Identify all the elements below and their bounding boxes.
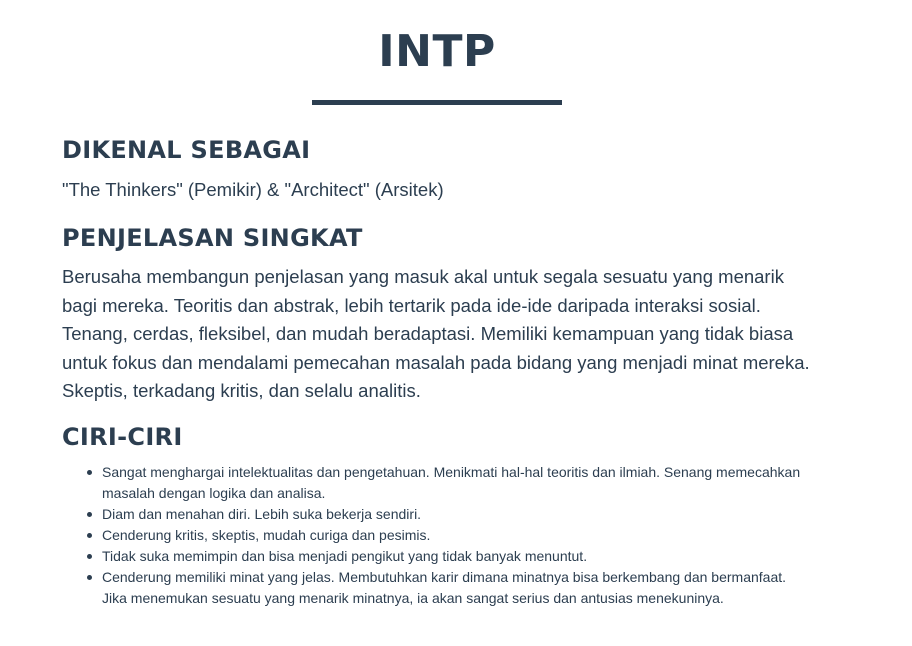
summary-heading: PENJELASAN SINGKAT — [62, 224, 363, 252]
known-as-heading: DIKENAL SEBAGAI — [62, 136, 311, 164]
title-underline — [312, 100, 562, 105]
list-item-text: Sangat menghargai intelektualitas dan pengetahuan. Menikmati hal-hal teoritis dan ilmiah. Senang memecahkan masalah dengan logika dan analisa. — [102, 464, 801, 501]
traits-list — [62, 462, 802, 609]
bullet-icon — [87, 533, 92, 538]
bullet-icon — [87, 470, 92, 475]
bullet-icon — [87, 554, 92, 559]
known-as-text: "The Thinkers" (Pemikir) & "Architect" (Arsitek) — [62, 179, 444, 200]
bullet-icon — [87, 512, 92, 517]
list-item — [102, 525, 802, 546]
list-item-text: Diam dan menahan diri. Lebih suka bekerja sendiri. — [102, 506, 422, 522]
list-item — [102, 567, 802, 609]
list-item-text: Cenderung memiliki minat yang jelas. Membutuhkan karir dimana minatnya bisa berkembang dan bermanfaat. Jika menemukan sesuatu yang menarik minatnya, ia akan sangat serius dan antusias menekuninya. — [102, 569, 787, 606]
list-item — [102, 546, 802, 567]
list-item — [102, 504, 802, 525]
list-item-text: Cenderung kritis, skeptis, mudah curiga dan pesimis. — [102, 527, 431, 543]
traits-heading: CIRI-CIRI — [62, 423, 183, 451]
list-item — [102, 462, 802, 504]
summary-text: Berusaha membangun penjelasan yang masuk akal untuk segala sesuatu yang menarik bagi mereka. Teoritis dan abstrak, lebih tertarik pada ide-ide daripada interaksi sosial. Tenang, cerdas, fleksibel, dan mudah beradaptasi. Memiliki kemampuan yang tidak biasa untuk fokus dan mendalami pemecahan masalah pada bidang yang menjadi minat mereka. Skeptis, terkadang kritis, dan selalu analitis. — [62, 266, 810, 401]
bullet-icon — [87, 575, 92, 580]
page-title: INTP — [378, 26, 496, 77]
list-item-text: Tidak suka memimpin dan bisa menjadi pengikut yang tidak banyak menuntut. — [102, 548, 588, 564]
